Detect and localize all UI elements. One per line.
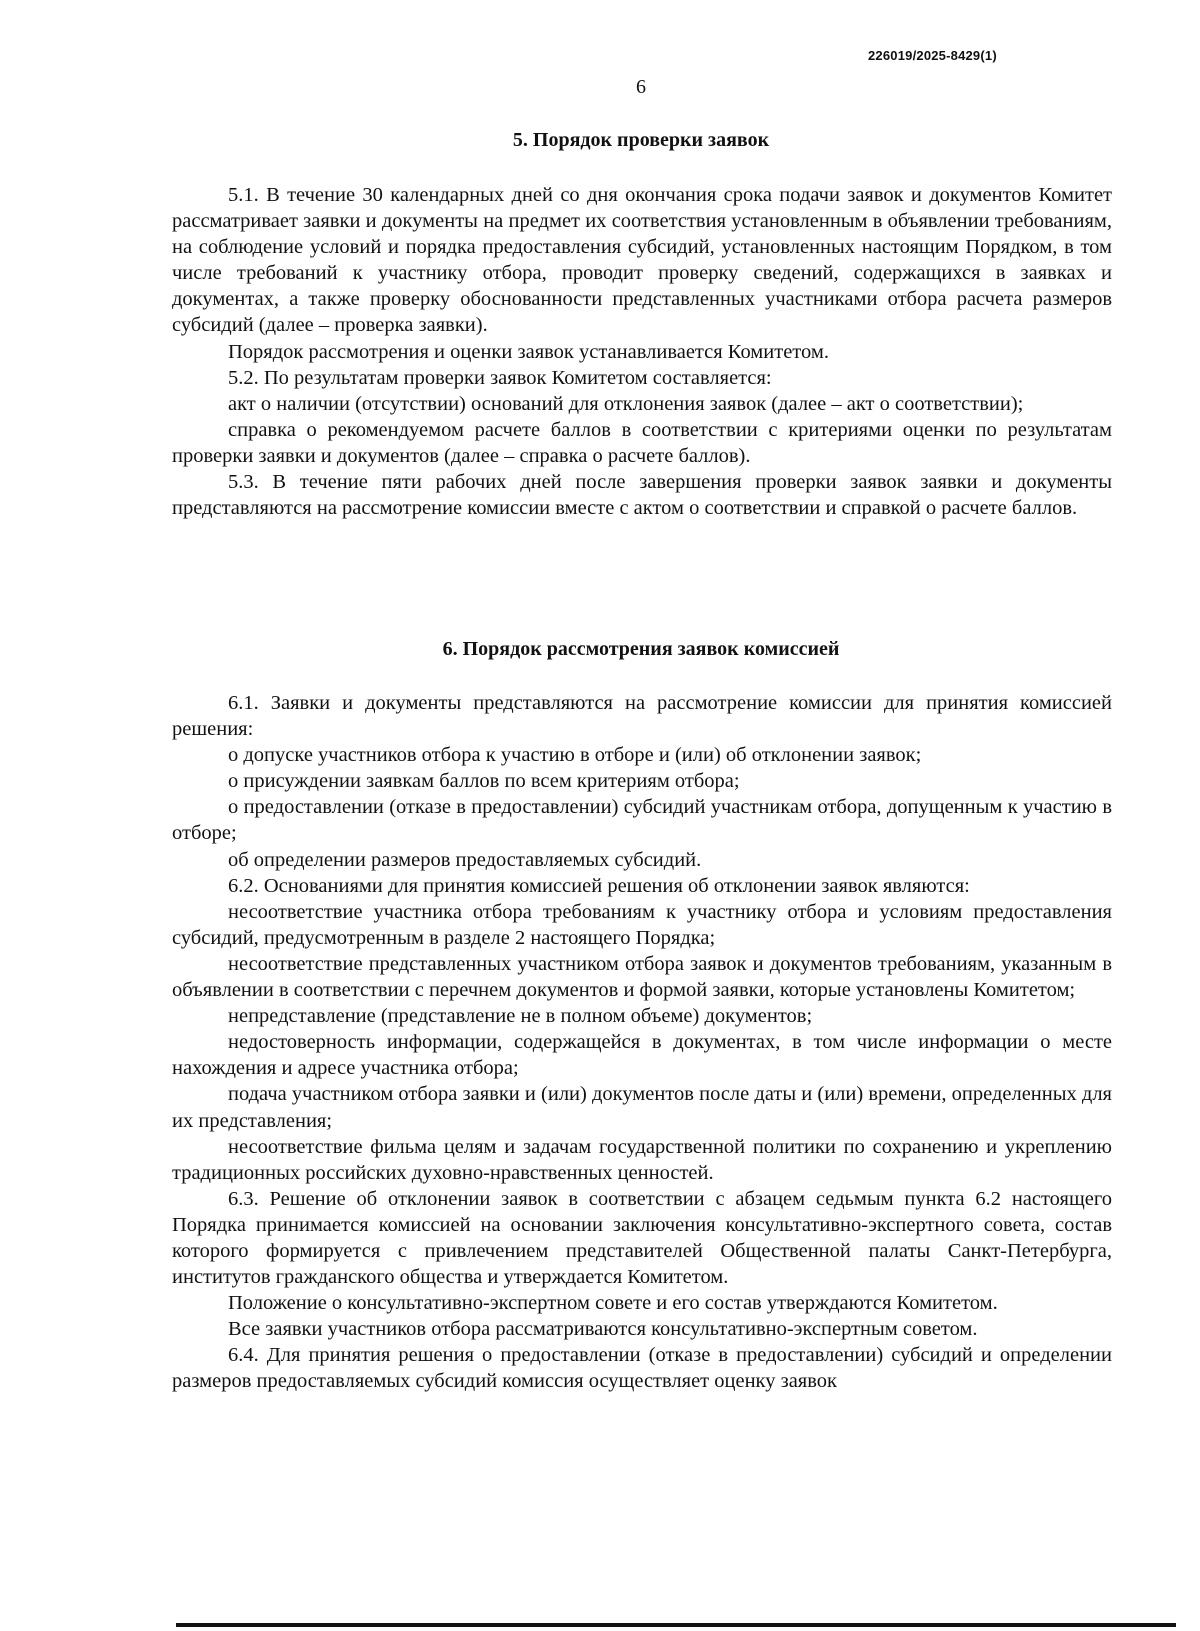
paragraph-6-3-council: Положение о консультативно-экспертном совете и его состав утверждаются Комитетом. xyxy=(228,1292,998,1315)
paragraph-5-2-act: акт о наличии (отсутствии) оснований для отклонения заявок (далее – акт о соответствии); xyxy=(228,392,1024,415)
paragraph-6-3-all: Все заявки участников отбора рассматриваются консультативно-экспертным советом. xyxy=(228,1318,978,1341)
paragraph-6-2-false-info: недостоверность информации, содержащейся в документах, в том числе информации о месте нахождения и адресе участника отбора; xyxy=(172,1031,1112,1080)
bottom-scan-edge xyxy=(176,1623,1176,1627)
document-registration-number: 226019/2025-8429(1) xyxy=(868,48,997,63)
section-5-title: 5. Порядок проверки заявок xyxy=(512,129,770,151)
paragraph-6-2-participant: несоответствие участника отбора требованиям к участнику отбора и условиям предоставления субсидий, предусмотренным в разделе 2 настоящего Порядка; xyxy=(172,900,1112,949)
paragraph-6-2: 6.2. Основаниями для принятия комиссией решения об отклонении заявок являются: xyxy=(228,874,970,897)
paragraph-6-2-late: подача участником отбора заявки и (или) документов после даты и (или) времени, определенных для их представления; xyxy=(172,1083,1112,1132)
paragraph-6-4: 6.4. Для принятия решения о предоставлении (отказе в предоставлении) субсидий и определении размеров предоставляемых субсидий комиссия осуществляет оценку заявок xyxy=(172,1344,1112,1393)
paragraph-6-1-grant: о предоставлении (отказе в предоставлении) субсидий участникам отбора, допущенным к участию в отборе; xyxy=(172,796,1112,845)
paragraph-6-1-admission: о допуске участников отбора к участию в отборе и (или) об отклонении заявок; xyxy=(228,744,922,767)
paragraph-5-3: 5.3. В течение пяти рабочих дней после завершения проверки заявок заявки и документы представляются на рассмотрение комиссии вместе с актом о соответствии и справкой о расчете баллов. xyxy=(172,471,1112,520)
paragraph-6-1: 6.1. Заявки и документы представляются на рассмотрение комиссии для принятия комиссией решения: xyxy=(172,692,1112,741)
paragraph-5-1: 5.1. В течение 30 календарных дней со дня окончания срока подачи заявок и документов Комитет рассматривает заявки и документы на предмет их соответствия установленным в объявлении требованиям, на соблюдение условий и порядка предоставления субсидий, установленных настоящим Порядком, в том числе требований к участнику отбора, проводит проверку сведений, содержащихся в заявках и документах, а также проверку обоснованности представленных участниками отбора расчета размеров субсидий (далее – проверка заявки). xyxy=(172,184,1112,337)
section-6-title: 6. Порядок рассмотрения заявок комиссией xyxy=(442,638,840,660)
paragraph-6-2-documents: несоответствие представленных участником отбора заявок и документов требованиям, указанным в объявлении в соответствии с перечнем документов и формой заявки, которые установлены Комитетом; xyxy=(172,952,1112,1002)
paragraph-5-2-certificate: справка о рекомендуемом расчете баллов в соответствии с критериями оценки по результатам проверки заявки и документов (далее – справка о расчете баллов). xyxy=(172,418,1112,467)
paragraph-6-1-scoring: о присуждении заявкам баллов по всем критериям отбора; xyxy=(228,770,740,793)
paragraph-6-3: 6.3. Решение об отклонении заявок в соответствии с абзацем седьмым пункта 6.2 настоящего Порядка принимается комиссией на основании заключения консультативно-экспертного совета, состав которого формируется с привлечением представителей Общественной палаты Санкт-Петербурга, институтов гражданского общества и утверждается Комитетом. xyxy=(172,1187,1112,1289)
paragraph-6-2-film: несоответствие фильма целям и задачам государственной политики по сохранению и укреплению традиционных российских духовно-нравственных ценностей. xyxy=(172,1135,1112,1184)
section-6-body xyxy=(172,690,1112,1395)
paragraph-5-1-order: Порядок рассмотрения и оценки заявок устанавливается Комитетом. xyxy=(228,340,829,363)
paragraph-5-2: 5.2. По результатам проверки заявок Комитетом составляется: xyxy=(228,366,772,389)
page-number: 6 xyxy=(636,76,646,98)
paragraph-6-2-missing: непредставление (представление не в полном объеме) документов; xyxy=(228,1005,813,1028)
paragraph-6-1-amounts: об определении размеров предоставляемых субсидий. xyxy=(228,848,702,871)
section-5-body xyxy=(172,182,1112,521)
